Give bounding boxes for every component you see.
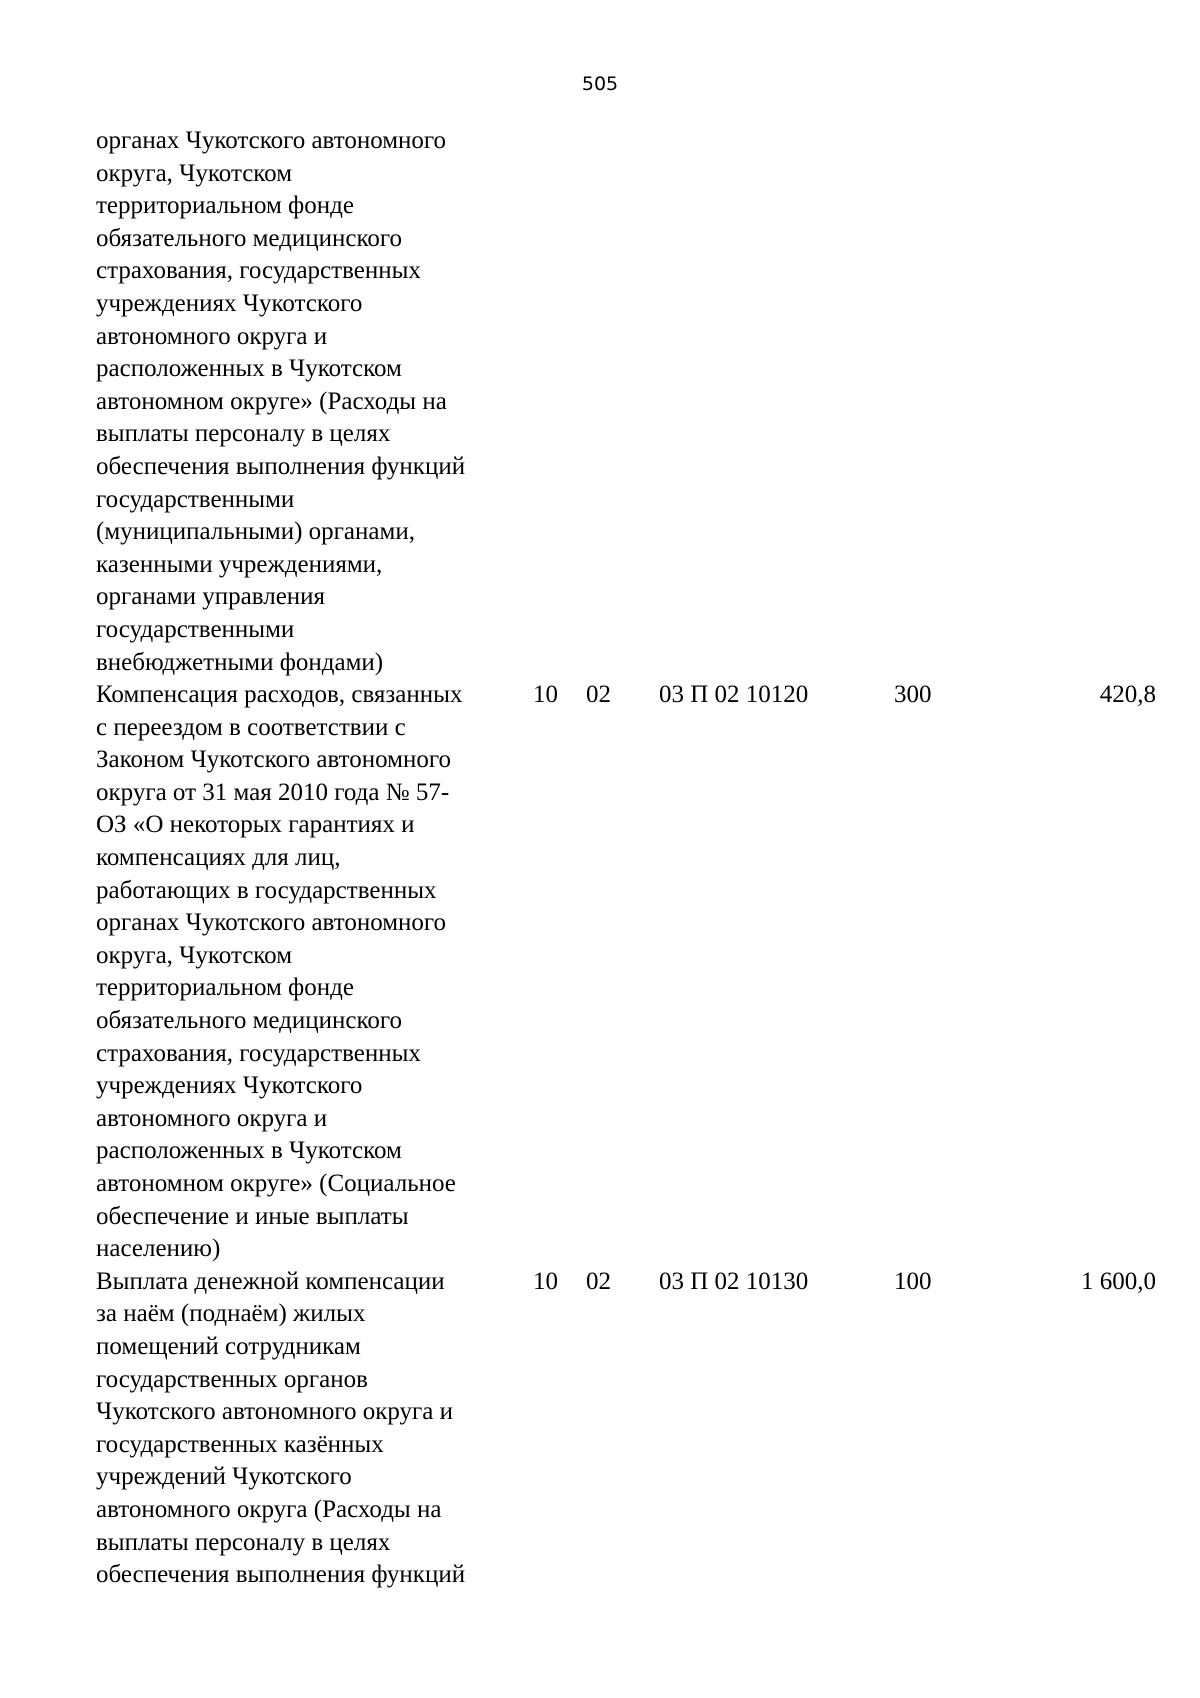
row-expense-type-code: 300 [894,681,932,709]
table-row [96,679,1156,1266]
row-subsection-code: 02 [586,1267,611,1295]
table-row [96,1266,1156,1592]
table-row [96,125,1156,679]
row-target-item-code: 03 П 02 10120 [659,681,809,709]
row-target-item-code: 03 П 02 10130 [659,1267,809,1295]
row-amount: 1 600,0 [1081,1267,1156,1295]
row-expense-type-code: 100 [894,1267,932,1295]
budget-table [96,125,1156,1592]
row-description: Выплата денежной компенсации за наём (поднаём) жилых помещений сотрудникам государственных органов Чукотского автономного округа и государственных казённых учреждений Чукотского автономного округа (Расходы на выплаты персоналу в целях обеспечения выполнения функций [96,1267,466,1589]
row-section-code: 10 [533,681,558,709]
row-section-code: 10 [533,1267,558,1295]
page-number: 505 [581,73,619,95]
row-subsection-code: 02 [586,681,611,709]
row-description: органах Чукотского автономного округа, Чукотском территориальном фонде обязательного медицинского страхования, государственных учреждениях Чукотского автономного округа и расположенных в Чукотском автономном округе» (Расходы на выплаты персоналу в целях обеспечения выполнения функций государственными (муниципальными) органами, казенными учреждениями, органами управления государственными внебюджетными фондами) [96,127,466,676]
row-amount: 420,8 [1099,681,1156,709]
row-description: Компенсация расходов, связанных с переездом в соответствии с Законом Чукотского автономного округа от 31 мая 2010 года № 57- ОЗ «О некоторых гарантиях и компенсациях для лиц, работающих в государственных органах Чукотского автономного округа, Чукотском территориальном фонде обязательного медицинского страхования, государственных учреждениях Чукотского автономного округа и расположенных в Чукотском автономном округе» (Социальное обеспечение и иные выплаты населению) [96,681,463,1263]
